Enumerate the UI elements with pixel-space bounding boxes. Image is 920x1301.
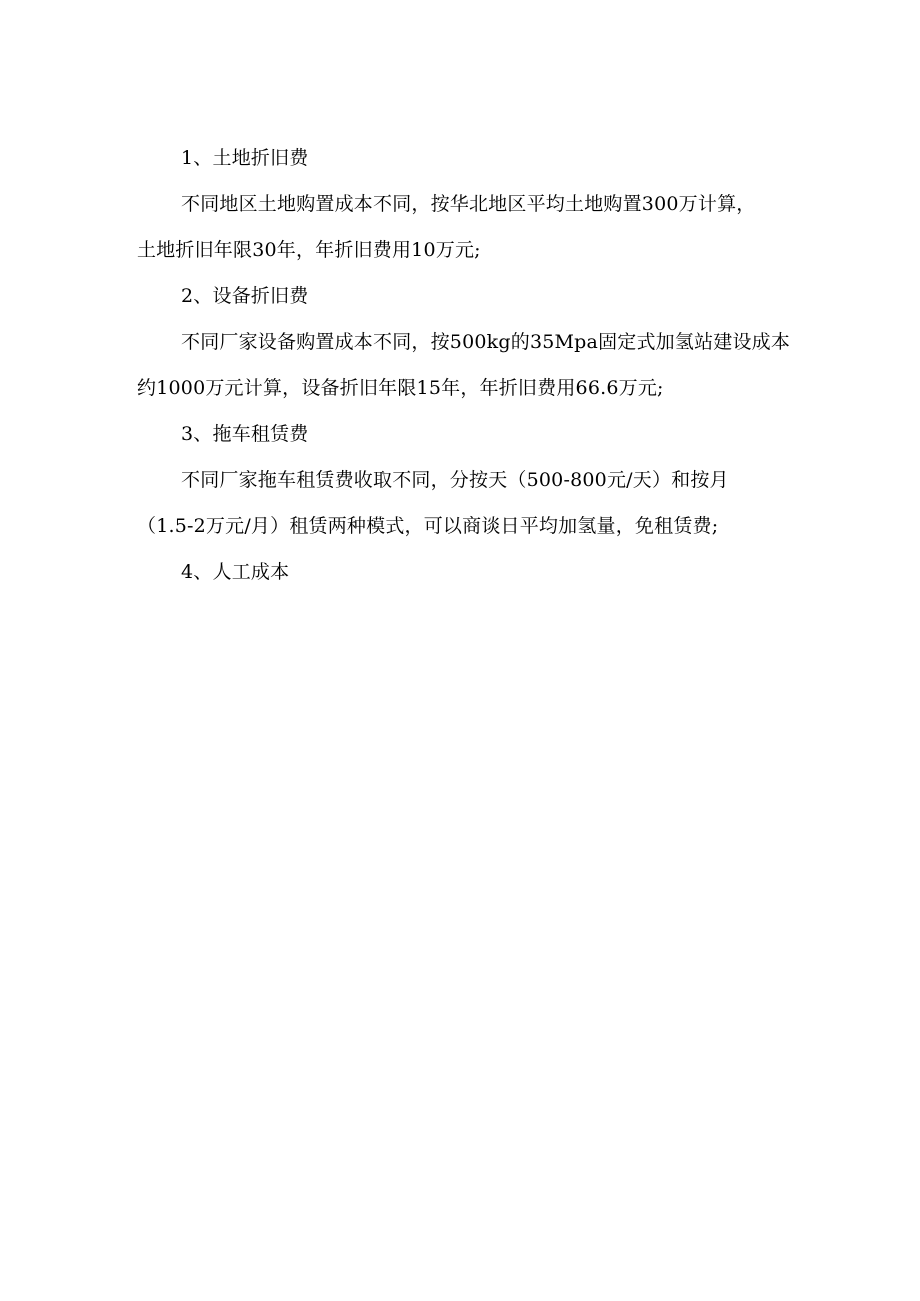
paragraph-line: 不同厂家拖车租赁费收取不同，分按天（500-800元/天）和按月 bbox=[181, 469, 729, 491]
paragraph-line: 约1000万元计算，设备折旧年限15年，年折旧费用66.6万元; bbox=[137, 377, 664, 399]
paragraph-line: 不同厂家设备购置成本不同，按500kg的35Mpa固定式加氢站建设成本 bbox=[181, 331, 791, 353]
paragraph-line: 土地折旧年限30年，年折旧费用10万元; bbox=[137, 239, 481, 261]
paragraph-line: （1.5-2万元/月）租赁两种模式，可以商谈日平均加氢量，免租赁费; bbox=[137, 515, 719, 537]
section-heading-equipment-depreciation: 2、设备折旧费 bbox=[181, 285, 309, 307]
section-heading-trailer-rental: 3、拖车租赁费 bbox=[181, 423, 309, 445]
section-heading-labor-cost: 4、人工成本 bbox=[181, 561, 290, 583]
section-heading-land-depreciation: 1、土地折旧费 bbox=[181, 147, 309, 169]
document-body bbox=[137, 140, 791, 590]
paragraph-line: 不同地区土地购置成本不同，按华北地区平均土地购置300万计算， bbox=[181, 193, 756, 215]
